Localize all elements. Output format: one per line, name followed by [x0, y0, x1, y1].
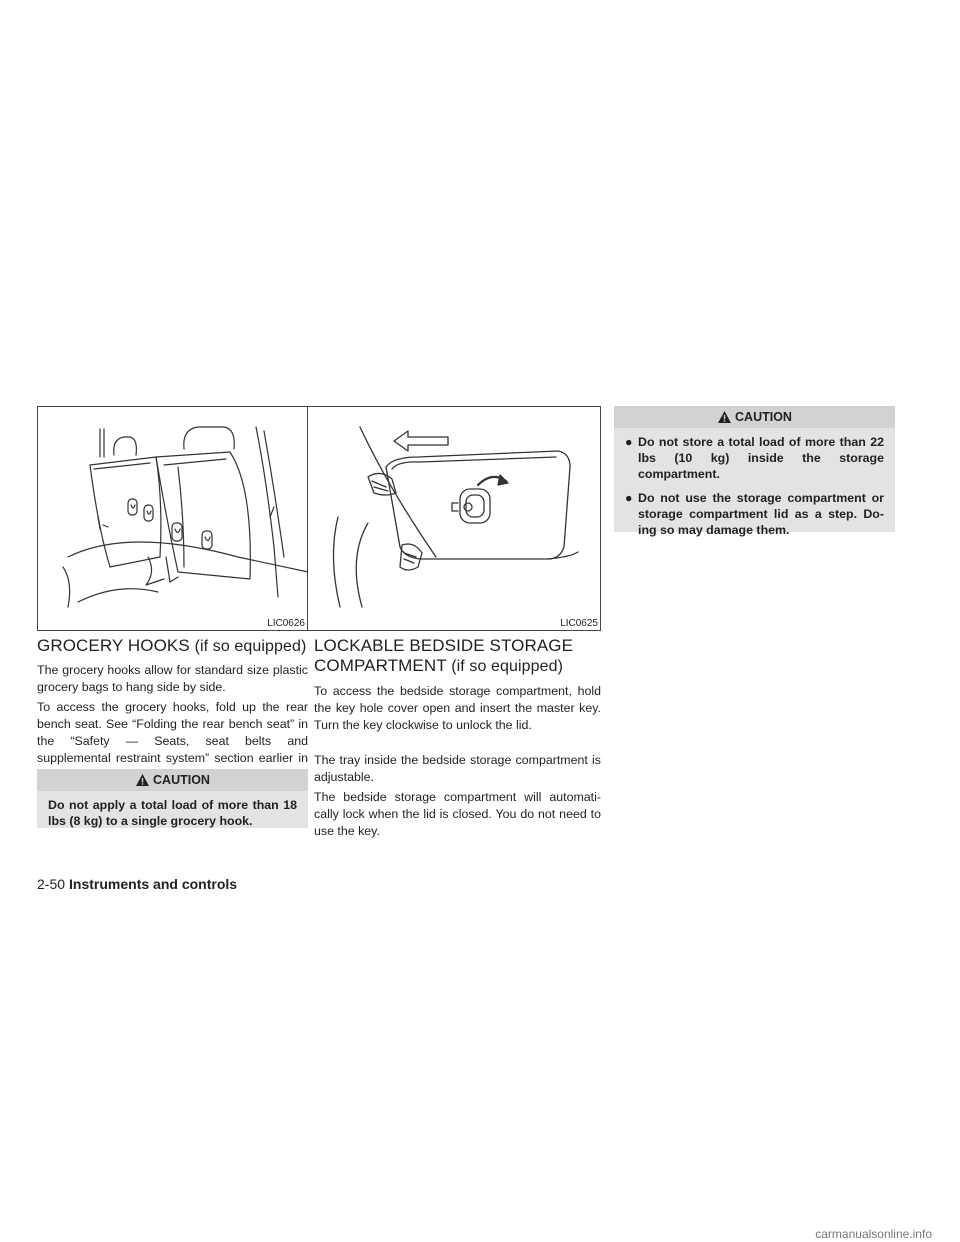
seat-drawing: [38, 407, 308, 631]
page-footer: [37, 876, 237, 892]
watermark[interactable]: carmanualsonline.info: [815, 1227, 932, 1241]
bullet-icon: ●: [625, 491, 633, 505]
bedside-paragraph-3: The bedside storage compartment will automati-cally lock when the lid is closed. You do not need to use the key.: [314, 790, 601, 838]
figure-code: LIC0625: [560, 618, 598, 629]
bullet-icon: ●: [625, 435, 633, 449]
bedside-storage-heading: [314, 636, 599, 677]
heading-subtitle: (if so equipped): [451, 658, 564, 675]
bedside-paragraph-2: The tray inside the bedside storage compartment is adjustable.: [314, 753, 601, 784]
heading-line-2: COMPARTMENT: [314, 656, 447, 675]
caution-item: [625, 434, 884, 482]
caution-heading: [37, 769, 308, 791]
caution-title: CAUTION: [153, 773, 210, 787]
caution-item-text: Do not store a total load of more than 22 lbs (10 kg) inside the storage compartment.: [638, 435, 884, 481]
page-number: 2-50: [37, 876, 66, 892]
caution-item-text: Do not use the storage compartment or storage compartment lid as a step. Do-ing so may damage them.: [638, 491, 884, 537]
heading-line-1: LOCKABLE BEDSIDE STORAGE: [314, 636, 574, 655]
caution-list: [614, 428, 895, 545]
grocery-hooks-illustration: [37, 406, 308, 631]
section-name: Instruments and controls: [69, 876, 238, 892]
caution-item: [625, 490, 884, 538]
warning-icon: [717, 410, 732, 424]
bedside-paragraph-1: To access the bedside storage compartment, hold the key hole cover open and insert the master key. Turn the key clockwise to unlock the lid.: [314, 684, 601, 732]
heading-subtitle: (if so equipped): [194, 638, 307, 655]
grocery-caution-box: [37, 769, 308, 828]
heading-title: GROCERY HOOKS: [37, 636, 190, 655]
grocery-hooks-heading: [37, 636, 306, 657]
grocery-paragraph-1: The grocery hooks allow for standard size plastic grocery bags to hang side by side.: [37, 663, 308, 694]
caution-heading: [614, 406, 895, 428]
grocery-paragraph-2: To access the grocery hooks, fold up the rear bench seat. See “Folding the rear bench seat” in the “Safety — Seats, seat belts and supplemental restraint system” section earlier in: [37, 700, 308, 765]
bedside-storage-illustration: [307, 406, 601, 631]
storage-drawing: [308, 407, 601, 631]
caution-text: Do not apply a total load of more than 18 lbs (8 kg) to a single grocery hook.: [48, 798, 297, 828]
direction-arrow-icon: [394, 431, 448, 451]
storage-caution-box: [614, 406, 895, 537]
figure-code: LIC0626: [267, 618, 305, 629]
warning-icon: [135, 773, 150, 787]
caution-title: CAUTION: [735, 410, 792, 424]
